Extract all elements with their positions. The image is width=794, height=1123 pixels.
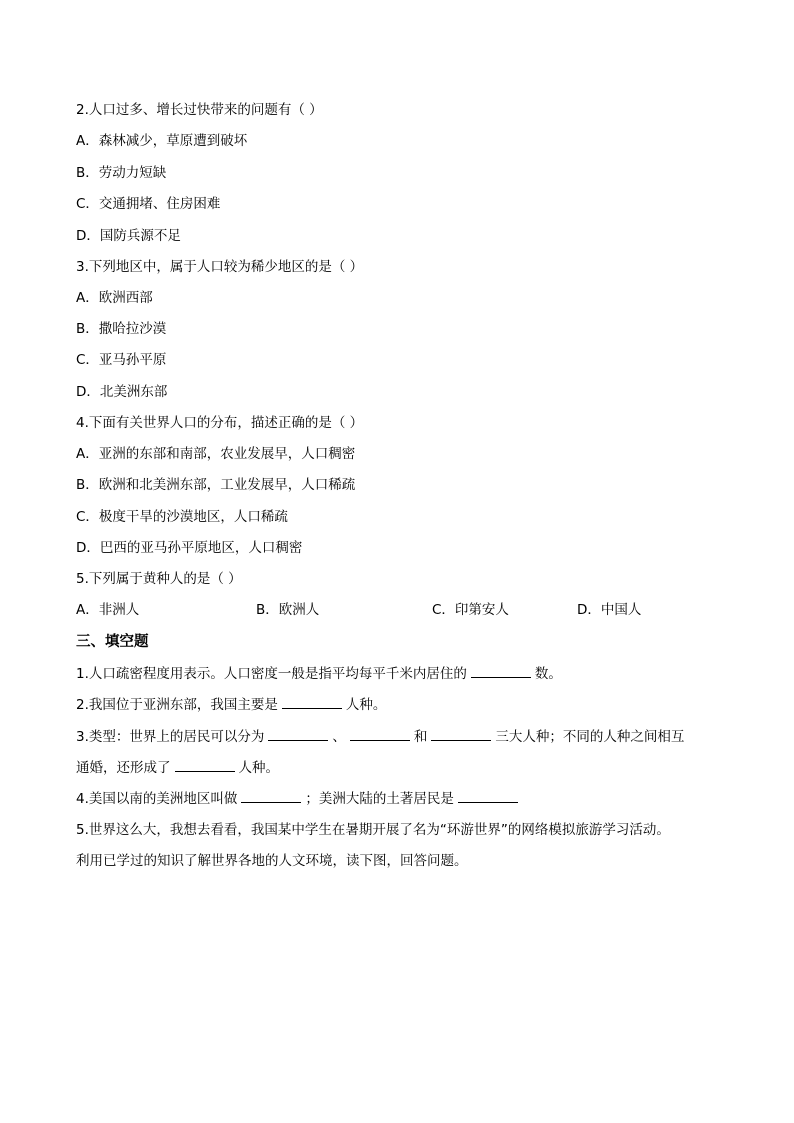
question-5-option-c: C．印第安人 bbox=[432, 602, 509, 618]
question-4-option-a: A．亚洲的东部和南部，农业发展早，人口稠密 bbox=[76, 446, 356, 462]
question-2-option-a: A．森林减少，草原遭到破坏 bbox=[76, 133, 248, 149]
fill-question-3 bbox=[76, 726, 684, 747]
fill-2-text-end: 人种。 bbox=[345, 697, 387, 713]
answer-blank bbox=[471, 663, 531, 678]
fill-question-3-cont bbox=[76, 757, 279, 778]
fill-question-5-line1: 5.世界这么大，我想去看看，我国某中学生在暑期开展了名为“环游世界”的网络模拟旅游学习活动。 bbox=[76, 822, 670, 838]
fill-3-sep2: 和 bbox=[413, 729, 428, 745]
question-3-stem: 3.下列地区中，属于人口较为稀少地区的是（ ） bbox=[76, 259, 364, 275]
question-2-option-c: C．交通拥堵、住房困难 bbox=[76, 196, 221, 212]
fill-3-text-mid: 三大人种；不同的人种之间相互 bbox=[495, 729, 685, 745]
section-heading: 三、填空题 bbox=[76, 634, 149, 650]
question-4-option-b: B．欧洲和北美洲东部，工业发展早，人口稀疏 bbox=[76, 477, 356, 493]
fill-1-text-end: 数。 bbox=[534, 666, 562, 682]
fill-4-text-mid: ；美洲大陆的土著居民是 bbox=[305, 791, 454, 807]
fill-3-sep1: 、 bbox=[332, 729, 346, 745]
fill-question-5-line2: 利用已学过的知识了解世界各地的人文环境，读下图，回答问题。 bbox=[76, 853, 468, 869]
answer-blank bbox=[458, 788, 518, 803]
fill-question-1 bbox=[76, 663, 562, 684]
question-5-stem: 5.下列属于黄种人的是（ ） bbox=[76, 571, 242, 587]
fill-1-text: 1.人口疏密程度用表示。人口密度一般是指平均每平千米内居住的 bbox=[76, 666, 467, 682]
answer-blank bbox=[282, 694, 342, 709]
fill-3-line2-text: 通婚，还形成了 bbox=[76, 760, 171, 776]
question-4-stem: 4.下面有关世界人口的分布，描述正确的是（ ） bbox=[76, 415, 364, 431]
question-2-stem: 2.人口过多、增长过快带来的问题有（ ） bbox=[76, 102, 323, 118]
question-5-option-a: A．非洲人 bbox=[76, 602, 140, 618]
fill-3-line2-end: 人种。 bbox=[238, 760, 279, 776]
question-4-option-d: D．巴西的亚马孙平原地区，人口稠密 bbox=[76, 540, 303, 556]
question-2-option-b: B．劳动力短缺 bbox=[76, 165, 167, 181]
question-3-option-c: C．亚马孙平原 bbox=[76, 352, 167, 368]
answer-blank bbox=[431, 726, 491, 741]
fill-question-4 bbox=[76, 788, 522, 809]
question-2-option-d: D．国防兵源不足 bbox=[76, 228, 181, 244]
answer-blank bbox=[350, 726, 410, 741]
fill-4-text: 4.美国以南的美洲地区叫做 bbox=[76, 791, 238, 807]
fill-question-2 bbox=[76, 694, 386, 715]
answer-blank bbox=[241, 788, 301, 803]
question-5-option-b: B．欧洲人 bbox=[256, 602, 320, 618]
fill-2-text: 2.我国位于亚洲东部，我国主要是 bbox=[76, 697, 278, 713]
answer-blank bbox=[268, 726, 328, 741]
answer-blank bbox=[175, 757, 235, 772]
question-4-option-c: C．极度干旱的沙漠地区，人口稀疏 bbox=[76, 509, 288, 525]
question-3-option-d: D．北美洲东部 bbox=[76, 384, 168, 400]
question-5-option-d: D．中国人 bbox=[577, 602, 642, 618]
question-3-option-b: B．撒哈拉沙漠 bbox=[76, 321, 167, 337]
question-3-option-a: A．欧洲西部 bbox=[76, 290, 153, 306]
fill-3-text: 3.类型：世界上的居民可以分为 bbox=[76, 729, 265, 745]
